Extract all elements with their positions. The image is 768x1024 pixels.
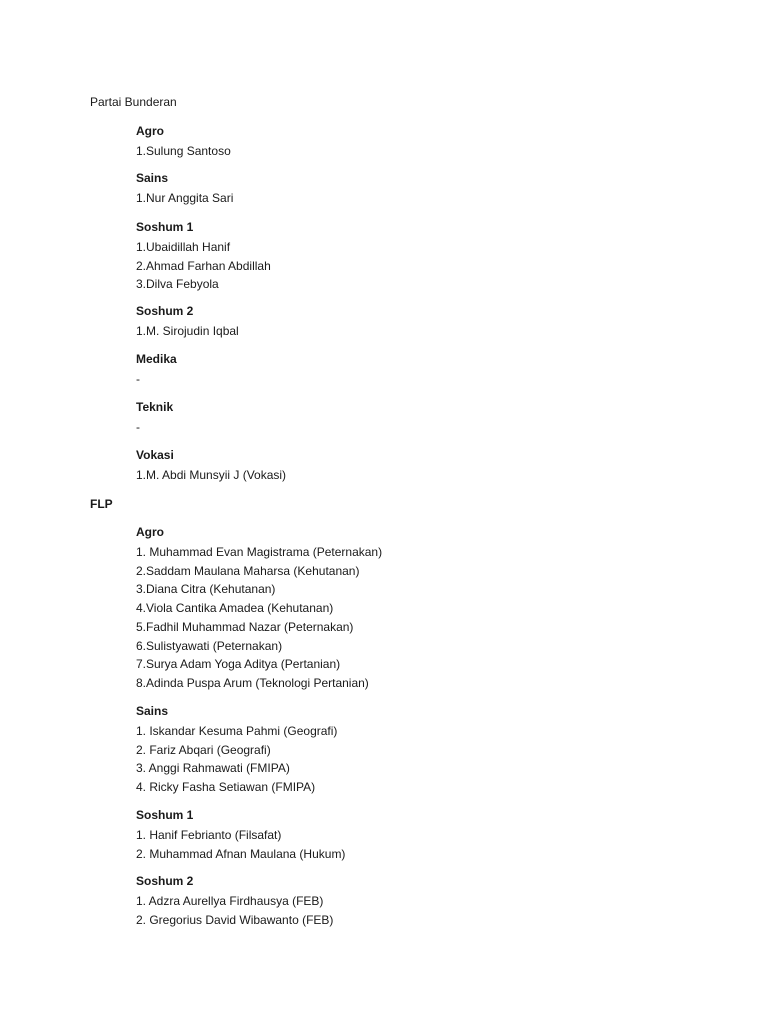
list-item: 1. Adzra Aurellya Firdhausya (FEB) (136, 894, 324, 908)
section-heading: Teknik (136, 400, 174, 414)
section-bunderan-teknik (136, 399, 736, 437)
list-item: 7.Surya Adam Yoga Aditya (Pertanian) (136, 657, 341, 672)
section-heading: Soshum 2 (136, 874, 194, 888)
list-item: 1.M. Sirojudin Iqbal (136, 324, 239, 338)
list-item: - (136, 420, 140, 434)
list-item: 3.Diana Citra (Kehutanan) (136, 582, 276, 597)
member-list (136, 189, 736, 208)
member-list (136, 238, 736, 294)
section-heading: Vokasi (136, 448, 174, 462)
list-item: 1. Iskandar Kesuma Pahmi (Geografi) (136, 724, 338, 738)
section-bunderan-soshum-1 (136, 219, 736, 294)
list-item: 2. Gregorius David Wibawanto (FEB) (136, 912, 334, 927)
list-item: 2. Fariz Abqari (Geografi) (136, 742, 271, 757)
section-heading: Sains (136, 704, 169, 718)
list-item: 2.Ahmad Farhan Abdillah (136, 258, 271, 273)
section-heading: Sains (136, 171, 169, 185)
list-item: 3.Dilva Febyola (136, 277, 219, 292)
member-list (136, 543, 736, 693)
member-list (136, 418, 736, 437)
section-heading: Soshum 1 (136, 808, 194, 822)
section-bunderan-medika (136, 351, 736, 389)
list-item: 8.Adinda Puspa Arum (Teknologi Pertanian) (136, 675, 369, 690)
party-title-bunderan: Partai Bunderan (90, 95, 177, 109)
section-bunderan-vokasi (136, 447, 736, 485)
section-flp-soshum-1 (136, 807, 736, 863)
party-title-flp: FLP (90, 497, 113, 511)
list-item: 1.Ubaidillah Hanif (136, 240, 231, 254)
list-item: 1.M. Abdi Munsyii J (Vokasi) (136, 468, 287, 482)
section-flp-soshum-2 (136, 873, 736, 929)
list-item: 2. Muhammad Afnan Maulana (Hukum) (136, 846, 346, 861)
list-item: 3. Anggi Rahmawati (FMIPA) (136, 761, 290, 776)
list-item: 5.Fadhil Muhammad Nazar (Peternakan) (136, 619, 354, 634)
list-item: 1. Muhammad Evan Magistrama (Peternakan) (136, 545, 383, 559)
section-heading: Agro (136, 525, 164, 539)
list-item: 1.Nur Anggita Sari (136, 191, 234, 205)
section-heading: Agro (136, 124, 164, 138)
member-list (136, 722, 736, 797)
member-list (136, 466, 736, 485)
member-list (136, 142, 736, 161)
list-item: 2.Saddam Maulana Maharsa (Kehutanan) (136, 563, 360, 578)
section-flp-agro (136, 524, 736, 693)
section-bunderan-soshum-2 (136, 303, 736, 341)
section-heading: Soshum 2 (136, 304, 194, 318)
section-bunderan-sains (136, 170, 736, 208)
section-bunderan-agro (136, 123, 736, 161)
list-item: 4.Viola Cantika Amadea (Kehutanan) (136, 601, 334, 616)
list-item: 4. Ricky Fasha Setiawan (FMIPA) (136, 780, 316, 795)
section-flp-sains (136, 703, 736, 797)
member-list (136, 322, 736, 341)
member-list (136, 826, 736, 863)
list-item: 1.Sulung Santoso (136, 144, 231, 158)
list-item: - (136, 372, 140, 386)
member-list (136, 892, 736, 929)
member-list (136, 370, 736, 389)
section-heading: Medika (136, 352, 177, 366)
list-item: 1. Hanif Febrianto (Filsafat) (136, 828, 282, 842)
section-heading: Soshum 1 (136, 220, 194, 234)
list-item: 6.Sulistyawati (Peternakan) (136, 638, 283, 653)
